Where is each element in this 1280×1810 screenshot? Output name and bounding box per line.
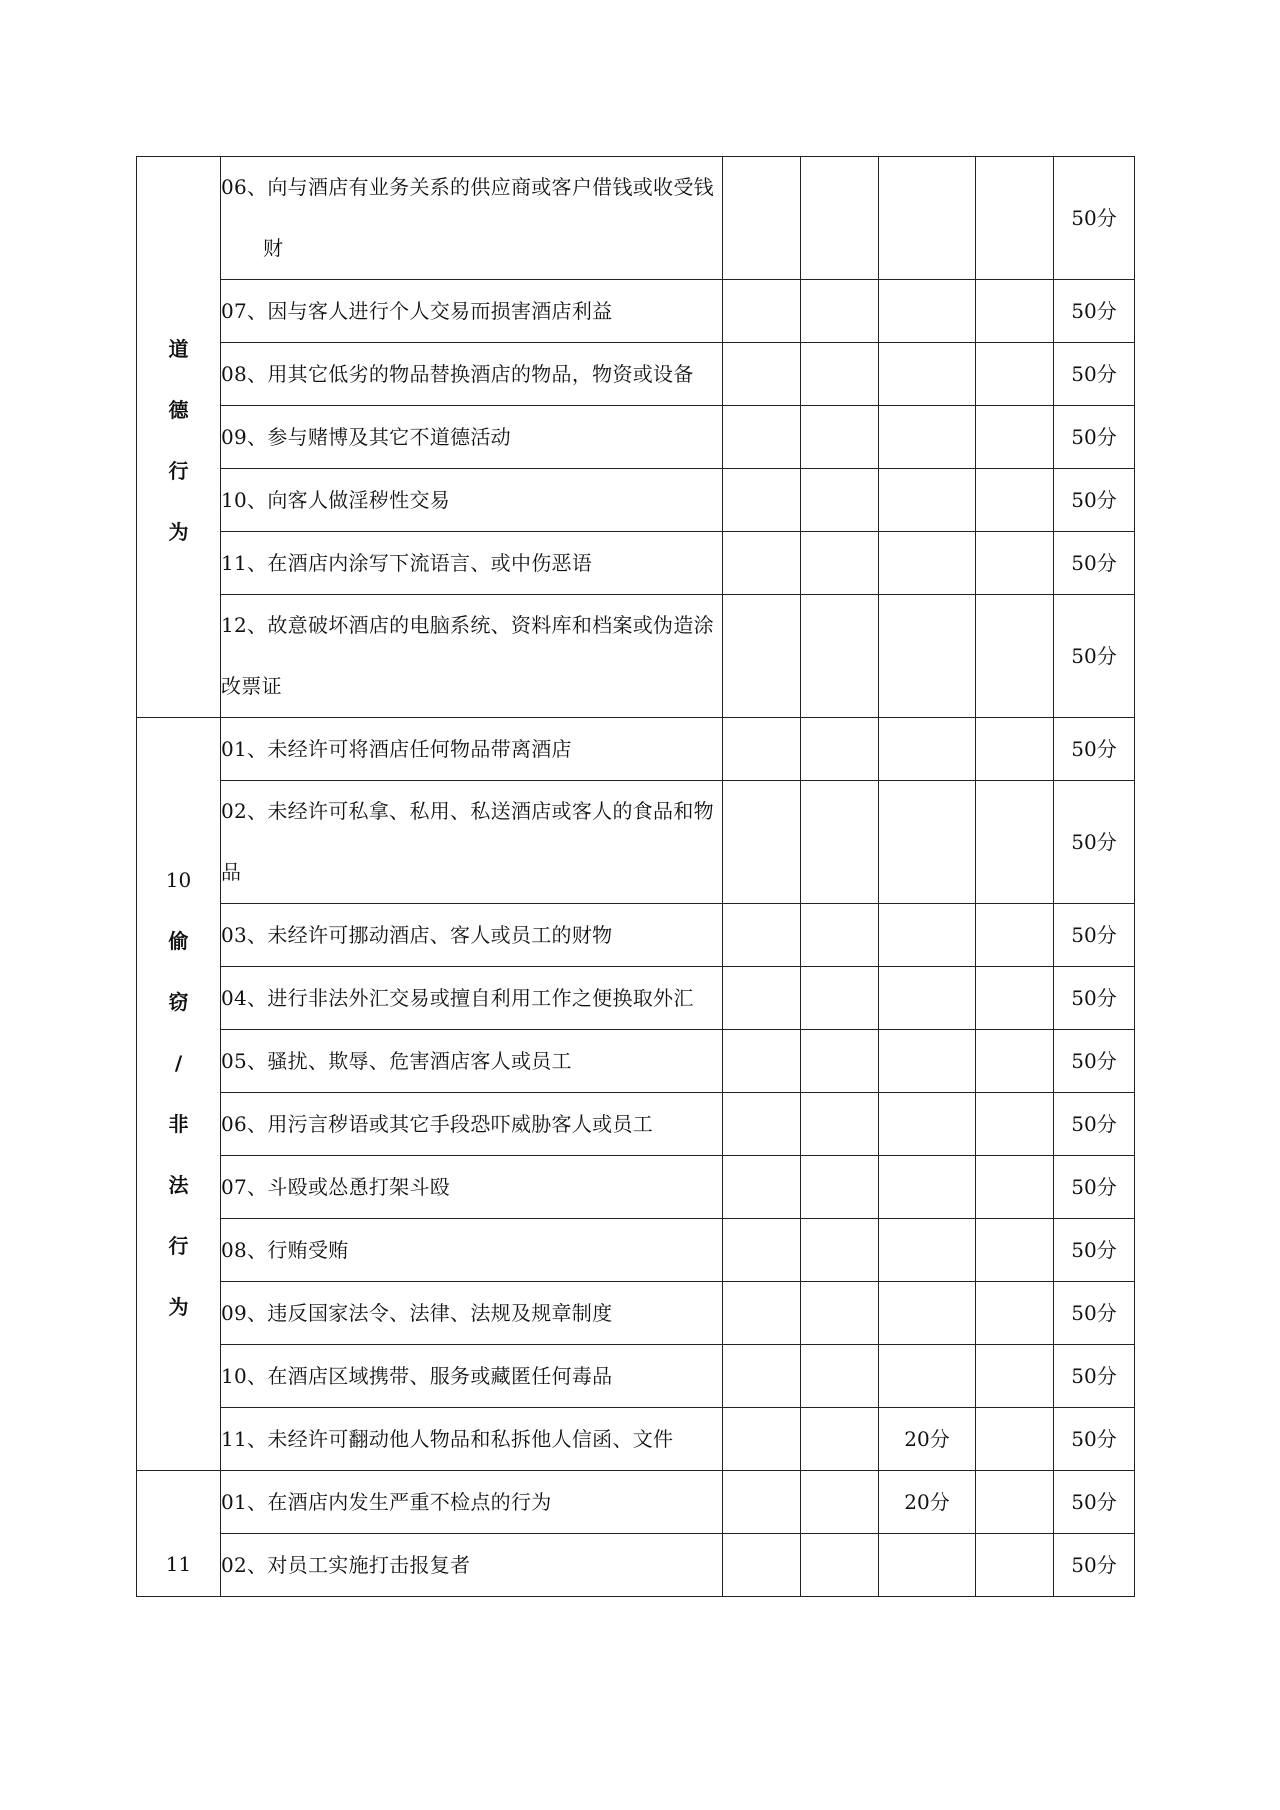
- category-cell-theft-illegal: [137, 718, 221, 1471]
- col-b-cell: [801, 157, 879, 280]
- col-a-cell: [723, 718, 801, 781]
- col-d-cell: [976, 904, 1054, 967]
- item-text: 10、向客人做淫秽性交易: [221, 469, 723, 532]
- col-d-cell: [976, 781, 1054, 904]
- col-d-cell: [976, 1282, 1054, 1345]
- col-d-cell: [976, 532, 1054, 595]
- col-b-cell: [801, 1282, 879, 1345]
- col-a-cell: [723, 1345, 801, 1408]
- item-text: 09、违反国家法令、法律、法规及规章制度: [221, 1282, 723, 1345]
- col-d-cell: [976, 469, 1054, 532]
- col-d-cell: [976, 1471, 1054, 1534]
- col-c-cell: [879, 1219, 976, 1282]
- col-b-cell: [801, 532, 879, 595]
- col-d-cell: [976, 1030, 1054, 1093]
- item-text: 07、斗殴或怂恿打架斗殴: [221, 1156, 723, 1219]
- penalty-score: 50分: [1054, 532, 1135, 595]
- col-c-cell: [879, 718, 976, 781]
- penalty-score: 50分: [1054, 343, 1135, 406]
- col-a-cell: [723, 904, 801, 967]
- table-row: [137, 595, 1135, 718]
- col-c-cell: [879, 1345, 976, 1408]
- col-d-cell: [976, 157, 1054, 280]
- col-b-cell: [801, 967, 879, 1030]
- col-c-cell: [879, 1534, 976, 1597]
- category-char: 行: [168, 459, 189, 483]
- penalty-score: 50分: [1054, 904, 1135, 967]
- col-a-cell: [723, 469, 801, 532]
- item-text-cell: [221, 781, 723, 904]
- col-d-cell: [976, 406, 1054, 469]
- category-char: 为: [168, 520, 189, 544]
- category-number: 10: [165, 868, 192, 892]
- col-b-cell: [801, 1471, 879, 1534]
- col-c-cell: [879, 904, 976, 967]
- col-d-cell: [976, 1345, 1054, 1408]
- penalty-score: 50分: [1054, 1219, 1135, 1282]
- col-d-cell: [976, 595, 1054, 718]
- penalty-score: 50分: [1054, 1156, 1135, 1219]
- table-row: [137, 1408, 1135, 1471]
- col-b-cell: [801, 1408, 879, 1471]
- col-a-cell: [723, 532, 801, 595]
- col-b-cell: [801, 1093, 879, 1156]
- table-row: [137, 343, 1135, 406]
- item-text-line2: 财: [263, 236, 284, 260]
- penalty-score: 50分: [1054, 1534, 1135, 1597]
- penalty-score: 50分: [1054, 781, 1135, 904]
- col-a-cell: [723, 1282, 801, 1345]
- col-c-cell: [879, 781, 976, 904]
- category-char: 行: [168, 1234, 189, 1258]
- col-c-cell: 20分: [879, 1471, 976, 1534]
- col-a-cell: [723, 157, 801, 280]
- table-row: [137, 532, 1135, 595]
- col-d-cell: [976, 718, 1054, 781]
- item-text: 01、未经许可将酒店任何物品带离酒店: [221, 718, 723, 781]
- col-c-cell: [879, 406, 976, 469]
- table-row: [137, 406, 1135, 469]
- table-row: [137, 781, 1135, 904]
- category-char: 为: [168, 1295, 189, 1319]
- penalty-score: 50分: [1054, 1093, 1135, 1156]
- col-b-cell: [801, 595, 879, 718]
- col-b-cell: [801, 781, 879, 904]
- category-number: 11: [165, 1552, 192, 1576]
- col-c-cell: [879, 1282, 976, 1345]
- penalty-score: 50分: [1054, 1282, 1135, 1345]
- penalty-score: 50分: [1054, 406, 1135, 469]
- col-d-cell: [976, 1156, 1054, 1219]
- col-b-cell: [801, 343, 879, 406]
- penalty-score: 50分: [1054, 280, 1135, 343]
- category-char: 窃: [168, 990, 189, 1014]
- item-text-line1: 06、向与酒店有业务关系的供应商或客户借钱或收受钱: [221, 175, 714, 199]
- col-c-cell: [879, 1030, 976, 1093]
- col-d-cell: [976, 280, 1054, 343]
- penalty-score: 50分: [1054, 1408, 1135, 1471]
- col-a-cell: [723, 1219, 801, 1282]
- col-a-cell: [723, 781, 801, 904]
- item-text-line2: 品: [221, 860, 242, 884]
- col-c-cell: 20分: [879, 1408, 976, 1471]
- col-b-cell: [801, 718, 879, 781]
- category-char: /: [174, 1051, 183, 1075]
- table-row: [137, 1534, 1135, 1597]
- col-c-cell: [879, 280, 976, 343]
- col-a-cell: [723, 280, 801, 343]
- item-text: 11、在酒店内涂写下流语言、或中伤恶语: [221, 532, 723, 595]
- col-b-cell: [801, 1534, 879, 1597]
- col-c-cell: [879, 967, 976, 1030]
- col-a-cell: [723, 595, 801, 718]
- col-b-cell: [801, 1345, 879, 1408]
- item-text: 01、在酒店内发生严重不检点的行为: [221, 1471, 723, 1534]
- item-text: 05、骚扰、欺辱、危害酒店客人或员工: [221, 1030, 723, 1093]
- table-row: [137, 469, 1135, 532]
- col-c-cell: [879, 1156, 976, 1219]
- col-b-cell: [801, 1030, 879, 1093]
- category-cell-11: [137, 1471, 221, 1597]
- table-row: [137, 1156, 1135, 1219]
- table-row: [137, 904, 1135, 967]
- col-a-cell: [723, 1471, 801, 1534]
- penalty-score: 50分: [1054, 157, 1135, 280]
- item-text-line1: 12、故意破坏酒店的电脑系统、资料库和档案或伪造涂: [221, 613, 714, 637]
- penalty-score: 50分: [1054, 595, 1135, 718]
- table-row: [137, 1093, 1135, 1156]
- category-char: 偷: [168, 929, 189, 953]
- col-a-cell: [723, 967, 801, 1030]
- item-text: 10、在酒店区域携带、服务或藏匿任何毒品: [221, 1345, 723, 1408]
- table-row: [137, 1219, 1135, 1282]
- category-cell-moral-conduct: [137, 157, 221, 718]
- table-row: [137, 1471, 1135, 1534]
- item-text: 11、未经许可翻动他人物品和私拆他人信函、文件: [221, 1408, 723, 1471]
- table-row: [137, 1345, 1135, 1408]
- table-row: [137, 157, 1135, 280]
- col-b-cell: [801, 1156, 879, 1219]
- col-a-cell: [723, 1534, 801, 1597]
- table-row: [137, 280, 1135, 343]
- penalty-score: 50分: [1054, 1345, 1135, 1408]
- col-a-cell: [723, 1156, 801, 1219]
- col-d-cell: [976, 1219, 1054, 1282]
- col-c-cell: [879, 343, 976, 406]
- item-text: 09、参与赌博及其它不道德活动: [221, 406, 723, 469]
- table-row: [137, 718, 1135, 781]
- category-char: 非: [168, 1112, 189, 1136]
- col-b-cell: [801, 406, 879, 469]
- col-a-cell: [723, 1030, 801, 1093]
- penalty-score: 50分: [1054, 469, 1135, 532]
- col-b-cell: [801, 280, 879, 343]
- col-a-cell: [723, 406, 801, 469]
- col-b-cell: [801, 1219, 879, 1282]
- item-text: 06、用污言秽语或其它手段恐吓威胁客人或员工: [221, 1093, 723, 1156]
- table-row: [137, 1282, 1135, 1345]
- col-c-cell: [879, 595, 976, 718]
- col-d-cell: [976, 343, 1054, 406]
- category-char: 法: [168, 1173, 189, 1197]
- penalty-score: 50分: [1054, 1030, 1135, 1093]
- penalty-score: 50分: [1054, 1471, 1135, 1534]
- col-c-cell: [879, 157, 976, 280]
- col-a-cell: [723, 1093, 801, 1156]
- item-text-cell: [221, 157, 723, 280]
- item-text-line1: 02、未经许可私拿、私用、私送酒店或客人的食品和物: [221, 799, 714, 823]
- col-b-cell: [801, 904, 879, 967]
- category-char: 德: [168, 398, 189, 422]
- category-char: 道: [168, 337, 189, 361]
- table-row: [137, 967, 1135, 1030]
- item-text-cell: [221, 595, 723, 718]
- item-text: 04、进行非法外汇交易或擅自利用工作之便换取外汇: [221, 967, 723, 1030]
- penalty-score: 50分: [1054, 718, 1135, 781]
- item-text: 03、未经许可挪动酒店、客人或员工的财物: [221, 904, 723, 967]
- penalty-score: 50分: [1054, 967, 1135, 1030]
- col-d-cell: [976, 1408, 1054, 1471]
- item-text: 02、对员工实施打击报复者: [221, 1534, 723, 1597]
- col-d-cell: [976, 967, 1054, 1030]
- col-d-cell: [976, 1093, 1054, 1156]
- item-text: 08、行贿受贿: [221, 1219, 723, 1282]
- table-row: [137, 1030, 1135, 1093]
- col-c-cell: [879, 469, 976, 532]
- item-text-line2: 改票证: [221, 674, 282, 698]
- col-d-cell: [976, 1534, 1054, 1597]
- item-text: 07、因与客人进行个人交易而损害酒店利益: [221, 280, 723, 343]
- item-text: 08、用其它低劣的物品替换酒店的物品，物资或设备: [221, 343, 723, 406]
- col-c-cell: [879, 532, 976, 595]
- col-c-cell: [879, 1093, 976, 1156]
- col-a-cell: [723, 343, 801, 406]
- col-a-cell: [723, 1408, 801, 1471]
- col-b-cell: [801, 469, 879, 532]
- penalty-table: [136, 156, 1135, 1597]
